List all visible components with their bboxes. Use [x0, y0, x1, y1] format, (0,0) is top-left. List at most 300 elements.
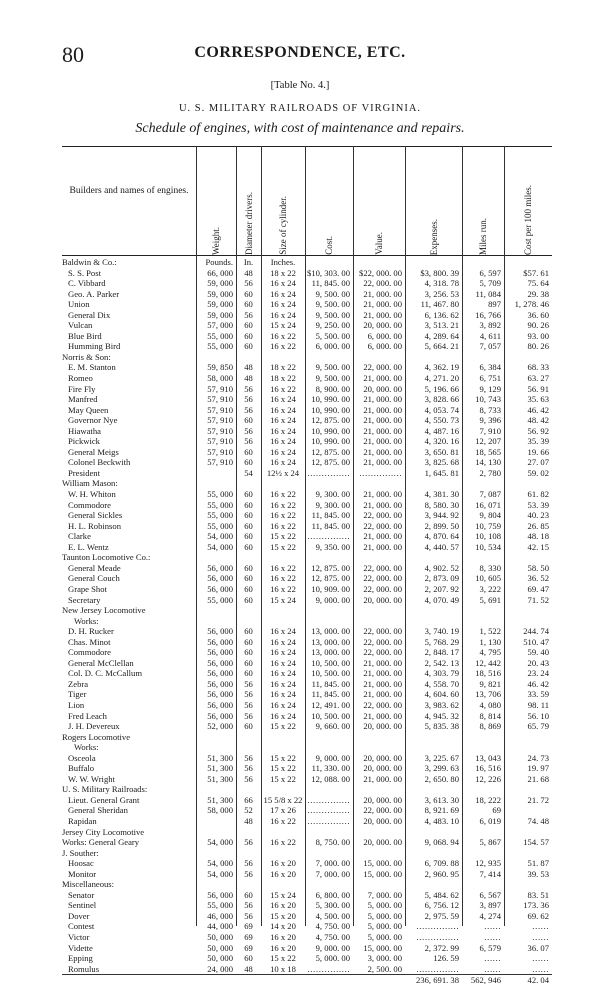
cell-value: [353, 616, 405, 627]
cell-cost: 12, 875. 00: [311, 562, 350, 573]
cell-drivers: 56: [244, 436, 253, 447]
cell-cylinder: 15 x 22: [270, 763, 296, 774]
cell-value: 22, 000. 00: [363, 583, 402, 594]
cell-value: 21, 000. 00: [363, 689, 402, 700]
cell-cylinder: 16 x 24: [270, 309, 296, 320]
cell-expenses: [405, 605, 462, 616]
table-row: [62, 362, 552, 373]
cell-expenses: 3, 983. 62: [424, 699, 459, 710]
cell-per100: 21. 68: [527, 773, 549, 784]
engine-name: Zebra: [68, 678, 89, 689]
cell-cost: 5, 300. 00: [315, 900, 350, 911]
cell-per100: 1, 278. 46: [514, 299, 549, 310]
cell-drivers: 48: [244, 963, 253, 974]
cell-cost: 11, 845. 00: [311, 520, 350, 531]
cell-miles: 6, 751: [479, 373, 501, 384]
engine-name: Rapidan: [68, 815, 97, 826]
engine-name: Sentinel: [68, 900, 97, 911]
table-row: [62, 658, 552, 669]
cell-miles: 10, 743: [475, 394, 501, 405]
engine-name: Lion: [68, 699, 85, 710]
cell-expenses: [405, 879, 462, 890]
cell-expenses: [405, 478, 462, 489]
header-rule-bottom: [62, 255, 552, 256]
engine-name: Clarke: [68, 531, 91, 542]
cell-miles: [462, 616, 504, 627]
cell-weight: [196, 816, 236, 827]
cell-weight: 51, 300: [207, 773, 233, 784]
cell-expenses: 6, 756. 12: [424, 900, 459, 911]
cell-value: 2, 500. 00: [367, 963, 402, 974]
engine-name: Miscellaneous:: [62, 879, 115, 890]
cell-per100: 21. 72: [527, 794, 549, 805]
engine-name: President: [68, 467, 100, 478]
column-header-cost: Cost.: [324, 236, 334, 255]
cell-miles: 8, 869: [479, 721, 501, 732]
group-row: [62, 784, 552, 795]
table-row: [62, 341, 552, 352]
cell-drivers: 48: [244, 815, 253, 826]
cell-miles: [462, 827, 504, 838]
cell-value: 7, 000. 00: [367, 889, 402, 900]
cell-miles: [462, 352, 504, 363]
cell-drivers: 56: [244, 278, 253, 289]
cell-cost: 9, 500. 00: [315, 362, 350, 373]
cell-per100: 56. 92: [527, 425, 549, 436]
cell-value: 22, 000. 00: [363, 647, 402, 658]
cell-weight: 55, 000: [207, 900, 233, 911]
cell-miles: 13, 706: [475, 689, 501, 700]
cell-cost: 13, 000. 00: [311, 636, 350, 647]
cell-drivers: [236, 742, 261, 753]
engine-name: Hiawatha: [68, 425, 101, 436]
cell-weight: 51, 300: [207, 794, 233, 805]
cell-weight: 59, 000: [207, 278, 233, 289]
cell-cost: [305, 478, 353, 489]
table-row: [62, 510, 552, 521]
cell-value: 20, 000. 00: [363, 794, 402, 805]
cell-value: 21, 000. 00: [363, 499, 402, 510]
table-row: [62, 637, 552, 648]
cell-value: 15, 000. 00: [363, 858, 402, 869]
table-row: [62, 268, 552, 279]
table-row: [62, 774, 552, 785]
cell-per100: ……: [531, 963, 549, 974]
group-row: [62, 605, 552, 616]
cell-cost: 10, 990. 00: [311, 436, 350, 447]
cell-cost: 4, 500. 00: [315, 910, 350, 921]
cell-weight: 56, 000: [207, 583, 233, 594]
cell-drivers: 69: [244, 932, 253, 942]
cell-miles: 8, 733: [479, 404, 501, 415]
cell-expenses: 3, 825. 68: [424, 457, 459, 468]
cell-per100: 40. 23: [527, 510, 549, 521]
cell-per100: 46. 42: [527, 678, 549, 689]
cell-expenses: [405, 257, 462, 268]
cell-drivers: 60: [244, 583, 253, 594]
cell-cost: 9, 500. 00: [315, 309, 350, 320]
engine-name: Contest: [68, 921, 95, 932]
engine-name: Jersey City Locomotive: [62, 826, 145, 837]
cell-cost: 6, 800. 00: [315, 889, 350, 900]
cell-cylinder: 16 x 22: [270, 573, 296, 584]
cell-miles: 10, 108: [475, 531, 501, 542]
cell-miles: 18, 222: [475, 794, 501, 805]
table-row: [62, 679, 552, 690]
cell-value: 22, 000. 00: [363, 520, 402, 531]
cell-miles: [462, 732, 504, 743]
cell-cylinder: 15 x 22: [270, 541, 296, 552]
cell-expenses: 8, 921. 69: [424, 805, 459, 816]
cell-cost: 9, 500. 00: [315, 288, 350, 299]
cell-value: 21, 000. 00: [363, 457, 402, 468]
engine-name: Senator: [68, 889, 95, 900]
cell-weight: 24, 000: [207, 963, 233, 974]
cell-weight: [196, 552, 236, 563]
cell-value: [353, 552, 405, 563]
cell-per100: 59. 40: [527, 647, 549, 658]
cell-per100: [504, 784, 552, 795]
engine-name: H. L. Robinson: [68, 520, 121, 531]
table-row: [62, 753, 552, 764]
cell-drivers: 60: [244, 562, 253, 573]
cell-per100: [504, 552, 552, 563]
cell-weight: 55, 000: [207, 489, 233, 500]
cell-miles: 11, 084: [475, 288, 501, 299]
cell-cylinder: 16 x 24: [270, 689, 296, 700]
table-row: [62, 711, 552, 722]
engine-name: Union: [68, 299, 90, 310]
cell-cylinder: 16 x 24: [270, 636, 296, 647]
cell-drivers: [236, 784, 261, 795]
cell-miles: 2, 780: [479, 467, 501, 478]
cell-drivers: 60: [244, 668, 253, 679]
cell-expenses: ……………: [416, 963, 459, 974]
cell-per100: 69. 47: [527, 583, 549, 594]
engine-name: Grape Shot: [68, 583, 107, 594]
cell-weight: Pounds.: [205, 257, 233, 267]
cell-per100: [504, 605, 552, 616]
cell-cylinder: 16 x 20: [270, 900, 296, 911]
cell-expenses: 3, 513. 21: [424, 320, 459, 331]
engine-name: Commodore: [68, 499, 111, 510]
cell-per100: [504, 616, 552, 627]
cell-cylinder: 12½ x 24: [266, 467, 300, 478]
cell-miles: ……: [483, 932, 501, 942]
cell-expenses: 126. 59: [433, 953, 459, 964]
cell-miles: 6, 384: [479, 362, 501, 373]
cell-cylinder: 16 x 20: [270, 942, 296, 953]
engine-name: U. S. Military Railroads:: [62, 784, 148, 795]
table-row: [62, 584, 552, 595]
cell-weight: 57, 910: [207, 394, 233, 405]
cell-value: 5, 000. 00: [367, 921, 402, 932]
cell-weight: 57, 910: [207, 446, 233, 457]
cell-cost: [305, 879, 353, 890]
cell-weight: 59, 850: [207, 362, 233, 373]
cell-per100: 19. 97: [527, 763, 549, 774]
engine-name: W. W. Wright: [68, 773, 115, 784]
cell-cost: 9, 300. 00: [315, 489, 350, 500]
cell-cylinder: [261, 879, 305, 890]
cell-miles: 3, 222: [479, 583, 501, 594]
engine-name: Victor: [68, 932, 90, 942]
cell-drivers: 60: [244, 721, 253, 732]
cell-per100: 27. 07: [527, 457, 549, 468]
cell-per100: 90. 26: [527, 320, 549, 331]
cell-per100: 154. 57: [523, 837, 549, 848]
cell-per100: ……: [531, 953, 549, 964]
cell-expenses: 4, 604. 60: [424, 689, 459, 700]
cell-miles: 7, 087: [479, 489, 501, 500]
cell-drivers: 60: [244, 626, 253, 637]
cell-drivers: 60: [244, 573, 253, 584]
cell-per100: 48. 18: [527, 531, 549, 542]
cell-cylinder: [261, 605, 305, 616]
cell-expenses: [405, 732, 462, 743]
cell-cost: 12, 875. 00: [311, 446, 350, 457]
cell-per100: 98. 11: [527, 699, 549, 710]
cell-miles: 4, 795: [479, 647, 501, 658]
cell-expenses: 2, 873. 09: [424, 573, 459, 584]
cell-cost: 8, 900. 00: [315, 383, 350, 394]
cell-cost: 10, 500. 00: [311, 657, 350, 668]
cell-cost: 11, 845. 00: [311, 510, 350, 521]
cell-per100: 71. 52: [527, 594, 549, 605]
cell-per100: 93. 00: [527, 330, 549, 341]
cell-drivers: 60: [244, 446, 253, 457]
cell-drivers: 56: [244, 910, 253, 921]
cell-cylinder: 16 x 24: [270, 394, 296, 405]
cell-value: [353, 478, 405, 489]
cell-expenses: 5, 835. 38: [424, 721, 459, 732]
table-row: [62, 415, 552, 426]
cell-miles: 7, 414: [479, 868, 501, 879]
cell-value: 22, 000. 00: [363, 699, 402, 710]
running-head: CORRESPONDENCE, ETC.: [194, 44, 406, 61]
cell-weight: 54, 000: [207, 531, 233, 542]
cell-drivers: 69: [244, 942, 253, 953]
cell-expenses: 8, 580. 30: [424, 499, 459, 510]
cell-value: 20, 000. 00: [363, 815, 402, 826]
cell-value: 5, 000. 00: [367, 910, 402, 921]
cell-per100: 36. 07: [527, 942, 549, 953]
cell-expenses: [405, 552, 462, 563]
engine-name: New Jersey Locomotive: [62, 605, 146, 616]
cell-drivers: 56: [244, 900, 253, 911]
cell-value: 22, 000. 00: [363, 805, 402, 816]
table-row: [62, 489, 552, 500]
cell-miles: [462, 742, 504, 753]
cell-cost: 9, 300. 00: [315, 499, 350, 510]
cell-weight: 56, 000: [207, 678, 233, 689]
cell-expenses: 3, 740. 19: [424, 626, 459, 637]
cell-value: 21, 000. 00: [363, 299, 402, 310]
cell-weight: 56, 000: [207, 626, 233, 637]
cell-miles: [462, 879, 504, 890]
engine-name: Geo. A. Parker: [68, 288, 120, 299]
cell-expenses: 11, 467. 80: [420, 299, 459, 310]
cell-drivers: [236, 478, 261, 489]
cell-per100: [504, 732, 552, 743]
cell-cost: [305, 616, 353, 627]
table-row: [62, 278, 552, 289]
cell-expenses: 6, 136. 62: [424, 309, 459, 320]
engine-name: Humming Bird: [68, 341, 121, 352]
cell-drivers: 60: [244, 499, 253, 510]
engine-name: J. H. Devereux: [68, 721, 120, 732]
table-row: [62, 943, 552, 954]
cell-expenses: 3, 944. 92: [424, 510, 459, 521]
cell-expenses: 3, 650. 81: [424, 446, 459, 457]
table-row: [62, 595, 552, 606]
cell-value: [353, 605, 405, 616]
cell-weight: 57, 910: [207, 425, 233, 436]
table-row: [62, 626, 552, 637]
engine-name: Governor Nye: [68, 415, 118, 426]
cell-cylinder: 16 x 24: [270, 647, 296, 658]
totals-row: [62, 975, 552, 986]
engine-name: E. M. Stanton: [68, 362, 116, 373]
cell-cylinder: 16 x 22: [270, 489, 296, 500]
cell-weight: [196, 468, 236, 479]
cell-expenses: ……………: [416, 921, 459, 932]
engine-name: Colonel Beckwith: [68, 457, 131, 468]
cell-drivers: 60: [244, 594, 253, 605]
cell-expenses: [405, 352, 462, 363]
table-row: [62, 890, 552, 901]
cell-cylinder: 16 x 24: [270, 299, 296, 310]
cell-cylinder: 16 x 20: [270, 868, 296, 879]
cell-drivers: 60: [244, 541, 253, 552]
table-row: [62, 869, 552, 880]
cell-value: 20, 000. 00: [363, 594, 402, 605]
engine-name: Fire Fly: [68, 383, 96, 394]
cell-drivers: 56: [244, 678, 253, 689]
page-number: 80: [62, 42, 84, 67]
cell-cylinder: 16 x 24: [270, 404, 296, 415]
cell-miles: 16, 071: [475, 499, 501, 510]
table-row: [62, 900, 552, 911]
engine-name: Manfred: [68, 394, 98, 405]
cell-expenses: 2, 650. 80: [424, 773, 459, 784]
cell-value: 20, 000. 00: [363, 383, 402, 394]
cell-per100: 59. 02: [527, 467, 549, 478]
cell-drivers: 60: [244, 531, 253, 542]
cell-value: 5, 000. 00: [367, 900, 402, 911]
cell-cylinder: [261, 827, 305, 838]
table-row: [62, 858, 552, 869]
cell-cost: [305, 257, 353, 268]
cell-cylinder: 18 x 22: [270, 373, 296, 384]
cell-cylinder: 16 x 22: [270, 837, 296, 848]
table-title: U. S. MILITARY RAILROADS OF VIRGINIA.: [178, 103, 422, 114]
cell-cost: 12, 875. 00: [311, 573, 350, 584]
engine-name: Osceola: [68, 752, 96, 763]
table-row: [62, 953, 552, 964]
cell-cylinder: 16 x 24: [270, 668, 296, 679]
table-row: [62, 921, 552, 932]
cell-per100: 173. 36: [523, 900, 549, 911]
group-row: [62, 742, 552, 753]
cell-drivers: 56: [244, 404, 253, 415]
cell-weight: [196, 784, 236, 795]
cell-expenses: 2, 372. 99: [424, 942, 459, 953]
cell-weight: 56, 000: [207, 657, 233, 668]
table-subtitle: Schedule of engines, with cost of maintenance and repairs.: [135, 121, 465, 136]
cell-weight: [196, 848, 236, 859]
cell-per100: [504, 805, 552, 816]
column-header-drivers: Diameter drivers.: [243, 192, 254, 255]
engine-name: General Meade: [68, 562, 121, 573]
cell-cost: 11, 845. 00: [311, 678, 350, 689]
group-row: [62, 257, 552, 268]
table-row: [62, 932, 552, 943]
cell-weight: 66, 000: [207, 267, 233, 278]
table-row: [62, 394, 552, 405]
total-miles: 562, 946: [462, 975, 504, 986]
cell-miles: 18, 565: [475, 446, 501, 457]
cell-cost: 9, 000. 00: [315, 594, 350, 605]
engine-name: Works:: [74, 615, 99, 626]
table-row: [62, 289, 552, 300]
engine-name: Monitor: [68, 868, 97, 879]
cell-weight: 54, 000: [207, 858, 233, 869]
cell-cylinder: 18 x 22: [270, 267, 296, 278]
engine-name: General Couch: [68, 573, 120, 584]
cell-drivers: 60: [244, 341, 253, 352]
engine-name: Epping: [68, 953, 93, 964]
cell-cost: 10, 500. 00: [311, 710, 350, 721]
cell-expenses: 9, 068. 94: [424, 837, 459, 848]
cell-weight: 58, 000: [207, 373, 233, 384]
cell-drivers: 60: [244, 889, 253, 900]
cell-cylinder: 15 x 22: [270, 721, 296, 732]
cell-per100: 68. 33: [527, 362, 549, 373]
cell-value: 22, 000. 00: [363, 362, 402, 373]
cell-cylinder: 16 x 22: [270, 520, 296, 531]
cell-per100: 56. 91: [527, 383, 549, 394]
cell-weight: 56, 000: [207, 710, 233, 721]
cell-weight: 54, 000: [207, 541, 233, 552]
cell-weight: 56, 000: [207, 562, 233, 573]
total-cost-per-100: 42. 04: [504, 975, 552, 986]
cell-weight: 44, 000: [207, 921, 233, 932]
engine-name: C. Vibbard: [68, 278, 106, 289]
cell-miles: 6, 597: [479, 267, 501, 278]
cell-expenses: 6, 709. 88: [424, 858, 459, 869]
table-row: [62, 721, 552, 732]
cell-value: [353, 732, 405, 743]
cell-cost: 9, 500. 00: [315, 373, 350, 384]
cell-miles: [462, 605, 504, 616]
cell-per100: 80. 26: [527, 341, 549, 352]
cell-cost: 10, 990. 00: [311, 425, 350, 436]
column-header-expenses: Expenses.: [428, 218, 439, 255]
cell-cylinder: 15 x 20: [270, 910, 296, 921]
cell-per100: 74. 48: [527, 815, 549, 826]
cell-per100: 48. 42: [527, 415, 549, 426]
table-row: [62, 563, 552, 574]
cell-cylinder: Inches.: [270, 257, 296, 267]
cell-value: 22, 000. 00: [363, 278, 402, 289]
cell-value: 22, 000. 00: [363, 636, 402, 647]
cell-cost: [305, 848, 353, 859]
cell-drivers: 60: [244, 657, 253, 668]
cell-per100: [504, 742, 552, 753]
cell-expenses: 3, 613. 30: [424, 794, 459, 805]
cell-value: 21, 000. 00: [363, 678, 402, 689]
